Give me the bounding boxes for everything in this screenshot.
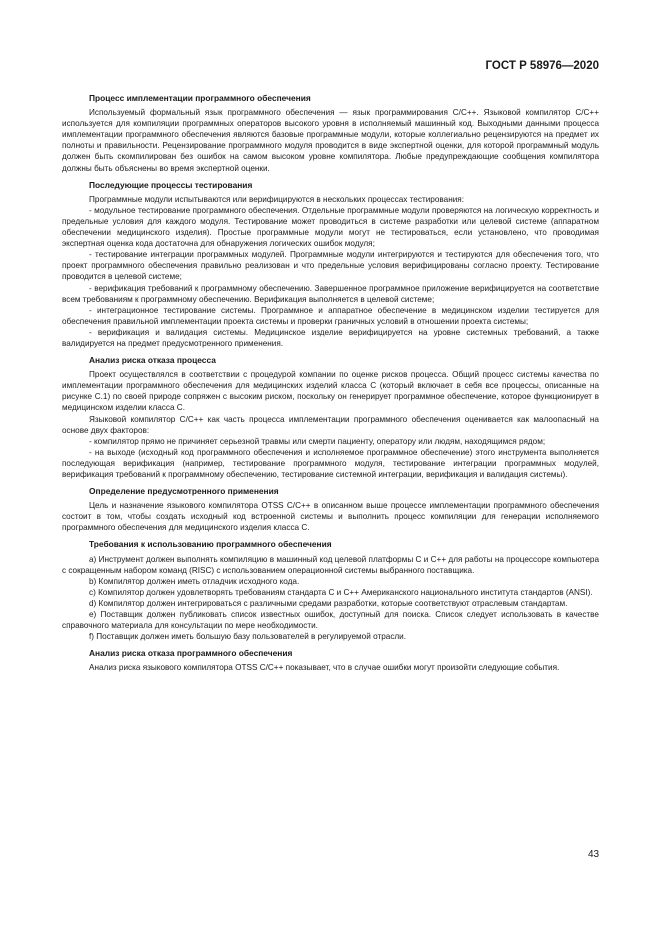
paragraph: Цель и назначение языкового компилятора OTSS C/C++ в описанном выше процессе имплементации программного обеспечения состоит в том, чтобы создать исходный код встроенной системы и выполнить процесс компиляции для генерации исполняемого программного обеспечения для медицинского изделия класса C. xyxy=(62,501,599,533)
paragraph: - тестирование интеграции программных модулей. Программные модули интегрируются и тестируются для обеспечения того, что проект программного обеспечения правильно реализован и что предельные условия верифицированы согласно проекту. Тестирование проводится в целевой системе; xyxy=(62,250,599,282)
paragraph: a) Инструмент должен выполнять компиляцию в машинный код целевой платформы C и C++ для работы на процессоре компьютера с сокращенным набором команд (RISC) с использованием операционной системы выбранного поставщика. xyxy=(62,554,599,575)
section-heading: Требования к использованию программного обеспечения xyxy=(89,539,332,550)
paragraph: - верификация и валидация системы. Медицинское изделие верифицируется на уровне системных требований, а также валидируется на предмет предусмотренного применения. xyxy=(62,327,599,348)
paragraph: - интеграционное тестирование системы. Программное и аппаратное обеспечение в медицинском изделии тестируется для обеспечения правильной имплементации проекта системы и проверки граничных условий в отношении проекта системы; xyxy=(62,305,599,326)
document-header: ГОСТ Р 58976—2020 xyxy=(485,60,599,72)
paragraph: d) Компилятор должен интегрироваться с различными средами разработки, которые соответствуют отраслевым стандартам. xyxy=(89,598,568,608)
paragraph: e) Поставщик должен публиковать список известных ошибок, доступный для поиска. Список следует использовать в качестве справочного материала для консультации по мере необходимости. xyxy=(62,610,599,631)
page-number: 43 xyxy=(588,849,600,860)
paragraph: Используемый формальный язык программного обеспечения — язык программирования C/C++. Языковой компилятор C/C++ используется для компиляции программных операторов высокого уровня в исполняемый машинный код. Выходными данными процесса имплементации программного обеспечения являются базовые программные модули, которые коллегиально рецензируются на предмет их полноты и правильности. Рецензирование программного модуля проводится в виде экспертной оценки, для которой программный модуль должен быть скомпилирован без ошибок на самом высоком уровне компилятора. Любые предупреждающие сообщения компилятора должны быть объяснены во время экспертной оценки. xyxy=(62,108,599,173)
paragraph: f) Поставщик должен иметь большую базу пользователей в регулируемой отрасли. xyxy=(89,632,407,642)
paragraph: - верификация требований к программному обеспечению. Завершенное программное приложение верифицируется на соответствие всем требованиям к программному обеспечению. Верификация выполняется в целевой системе; xyxy=(62,283,599,304)
paragraph: - модульное тестирование программного обеспечения. Отдельные программные модули проверяются на логическую корректность и предельные условия для каждого модуля. Тестирование может проводиться в системе разработки или целевой системе (аппаратном обеспечении медицинского изделия). Простые программные модули могут не тестироваться, если установлено, что проводимая экспертная оценка кода достаточна для обнаружения логических ошибок модуля; xyxy=(62,205,599,249)
document-body xyxy=(62,93,599,674)
section-heading: Процесс имплементации программного обеспечения xyxy=(89,93,311,103)
paragraph: Анализ риска языкового компилятора OTSS C/C++ показывает, что в случае ошибки могут произойти следующие события. xyxy=(89,663,560,673)
paragraph: c) Компилятор должен удовлетворять требованиям стандарта C и C++ Американского национального института стандартов (ANSI). xyxy=(89,587,593,597)
section-heading: Определение предусмотренного применения xyxy=(89,486,279,497)
paragraph: Языковой компилятор C/C++ как часть процесса имплементации программного обеспечения оценивается как малоопасный на основе двух факторов: xyxy=(62,414,599,435)
section-heading: Последующие процессы тестирования xyxy=(89,179,253,190)
paragraph: Программные модули испытываются или верифицируются в нескольких процессах тестирования: xyxy=(89,194,464,204)
paragraph: b) Компилятор должен иметь отладчик исходного кода. xyxy=(89,576,300,586)
section-heading: Анализ риска отказа процесса xyxy=(89,355,216,366)
paragraph: Проект осуществлялся в соответствии с процедурой компании по оценке рисков процесса. Общий процесс системы качества по имплементации программного обеспечения для медицинских изделий класса C (который включает в себя все процессы, описанные на рисунке С.1) по своей природе сопряжен с высоким риском, поскольку он генерирует программное обеспечение, которое функционирует в медицинском изделии класса C. xyxy=(62,370,599,413)
section-heading: Анализ риска отказа программного обеспечения xyxy=(89,648,293,659)
paragraph: - компилятор прямо не причиняет серьезной травмы или смерти пациенту, оператору или людям, находящимся рядом; xyxy=(89,436,546,446)
paragraph: - на выходе (исходный код программного обеспечения и исполняемое программное обеспечение) этого инструмента выполняется последующая верификация (например, тестирование программного модуля, тестирование интеграции программных модулей, верификация требований к программному обеспечению, тестирование системной интеграции, верификация и валидация системы). xyxy=(62,447,599,479)
